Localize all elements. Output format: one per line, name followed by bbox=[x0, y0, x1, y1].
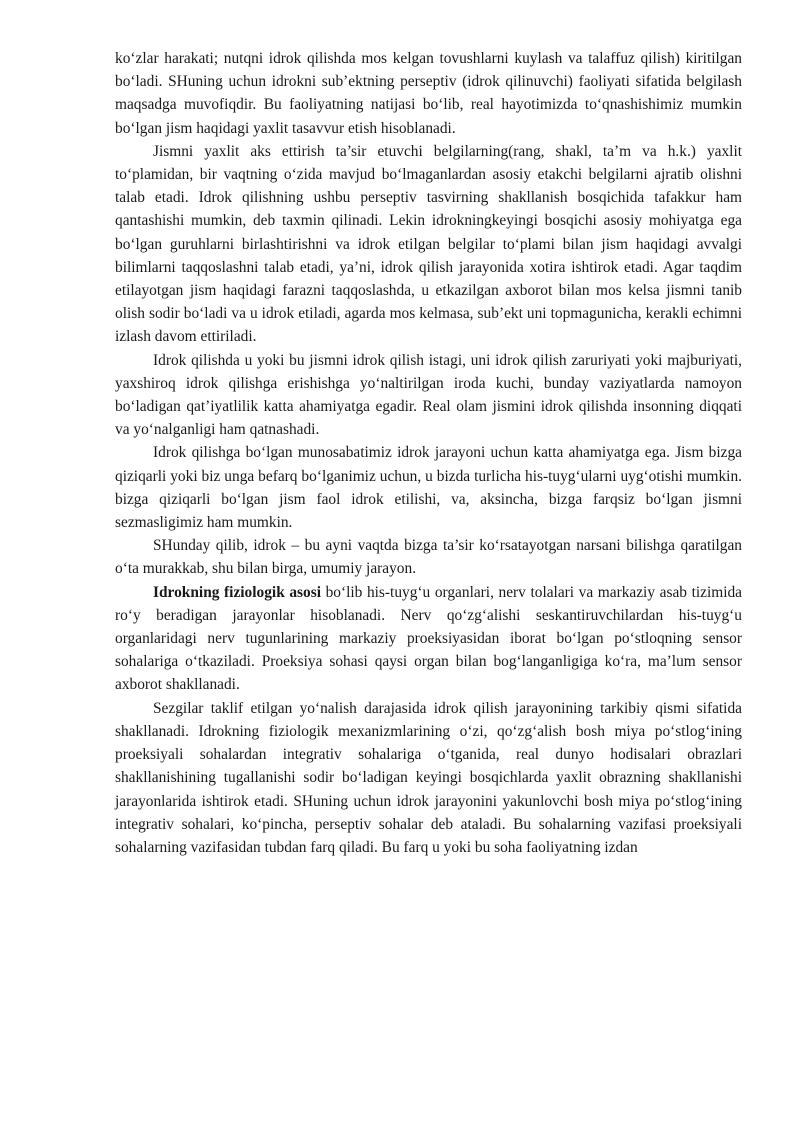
paragraph-continuation: ko‘zlar harakati; nutqni idrok qilishda mos kelgan tovushlarni kuylash va talaffuz qilish) kiritilgan bo‘ladi. SHuning uchun idrokni sub’ektning perseptiv (idrok qilinuvchi) faoliyati sifatida belgilash maqsadga muvofiqdir. Bu faoliyatning natijasi bo‘lib, real hayotimizda to‘qnashishimiz mumkin bo‘lgan jism haqidagi yaxlit tasavvur etish hisoblanadi. bbox=[115, 50, 742, 137]
paragraph-body: bo‘lib his-tuyg‘u organlari, nerv tolalari va markaziy asab tizimida ro‘y beradigan jarayonlar hisoblanadi. Nerv qo‘zg‘alishi seskantiruvchilardan his-tuyg‘u organlaridagi nerv tugunlarining markaziy proeksiyasidan iborat bo‘lgan po‘stloqning sensor sohalariga o‘tkaziladi. Proeksiya sohasi qaysi organ bilan bog‘langanligiga ko‘ra, ma’lum sensor axborot shakllanadi. bbox=[115, 583, 743, 694]
paragraph: Idrok qilishga bo‘lgan munosabatimiz idrok jarayoni uchun katta ahamiyatga ega. Jism bizga qiziqarli yoki biz unga befarq bo‘lganimiz uchun, u bizda turlicha his-tuyg‘ularni uyg‘otishi mumkin. bizga qiziqarli bo‘lgan jism faol idrok etilishi, va, aksincha, bizga farqsiz bo‘lgan jismni sezmasligimiz ham mumkin. bbox=[115, 444, 742, 532]
paragraph: Jismni yaxlit aks ettirish ta’sir etuvchi belgilarning(rang, shakl, ta’m va h.k.) yaxlit to‘plamidan, bir vaqtning o‘zida mavjud bo‘lmaganlardan asosiy etakchi belgilarni ajratib olishni talab etadi. Idrok qilishning ushbu perseptiv tasvirning shakllanish bosqichida tafakkur ham qantashishi mumkin, deb taxmin qilinadi. Lekin idrokningkeyingi bosqichi asosiy mohiyatga ega bo‘lgan guruhlarni birlashtirishni va idrok etilgan belgilar to‘plami bilan jism haqidagi avvalgi bilimlarni taqqoslashni talab etadi, ya’ni, idrok qilish jarayonida xotira ishtirok etadi. Agar taqdim etilayotgan jism haqidagi farazni taqqoslashda, u etkazilgan axborot bilan mos kelsa jismni tanib olish sodir bo‘ladi va u idrok etiladi, agarda mos kelmasa, sub’ekt uni topmagunicha, kerakli echimni izlash davom ettiriladi. bbox=[115, 142, 742, 346]
paragraph: Idrok qilishda u yoki bu jismni idrok qilish istagi, uni idrok qilish zaruriyati yoki majburiyati, yaxshiroq idrok qilishga erishishga yo‘naltirilgan iroda kuchi, bunday vaziyatlarda namoyon bo‘ladigan qat’iyatlilik katta ahamiyatga egadir. Real olam jismini idrok qilishda insonning diqqati va yo‘nalganligi ham qatnashadi. bbox=[115, 351, 742, 439]
paragraph: Sezgilar taklif etilgan yo‘nalish darajasida idrok qilish jarayonining tarkibiy qismi sifatida shakllanadi. Idrokning fiziologik mexanizmlarining o‘zi, qo‘zg‘alish bosh miya po‘stlog‘ining proeksiyali sohalardan integrativ sohalariga o‘tganida, real dunyo hodisalari obrazlari shakllanishining tugallanishi sodir bo‘ladigan keyingi bosqichlarda yaxlit obrazning shakllanishi jarayonlarida ishtirok etadi. SHuning uchun idrok jarayonini yakunlovchi bosh miya po‘stlog‘ining integrativ sohalari, ko‘pincha, perseptiv sohalar deb ataladi. Bu sohalarning vazifasi proeksiyali sohalarning vazifasidan tubdan farq qiladi. Bu farq u yoki bu soha faoliyatning izdan bbox=[115, 699, 742, 856]
document-page bbox=[115, 47, 742, 859]
paragraph-physiology bbox=[115, 581, 742, 697]
paragraph: SHunday qilib, idrok – bu ayni vaqtda bizga ta’sir ko‘rsatayotgan narsani bilishga qaratilgan o‘ta murakkab, shu bilan birga, umumiy jarayon. bbox=[115, 537, 742, 578]
bold-term: Idrokning fiziologik asosi bbox=[153, 583, 321, 601]
